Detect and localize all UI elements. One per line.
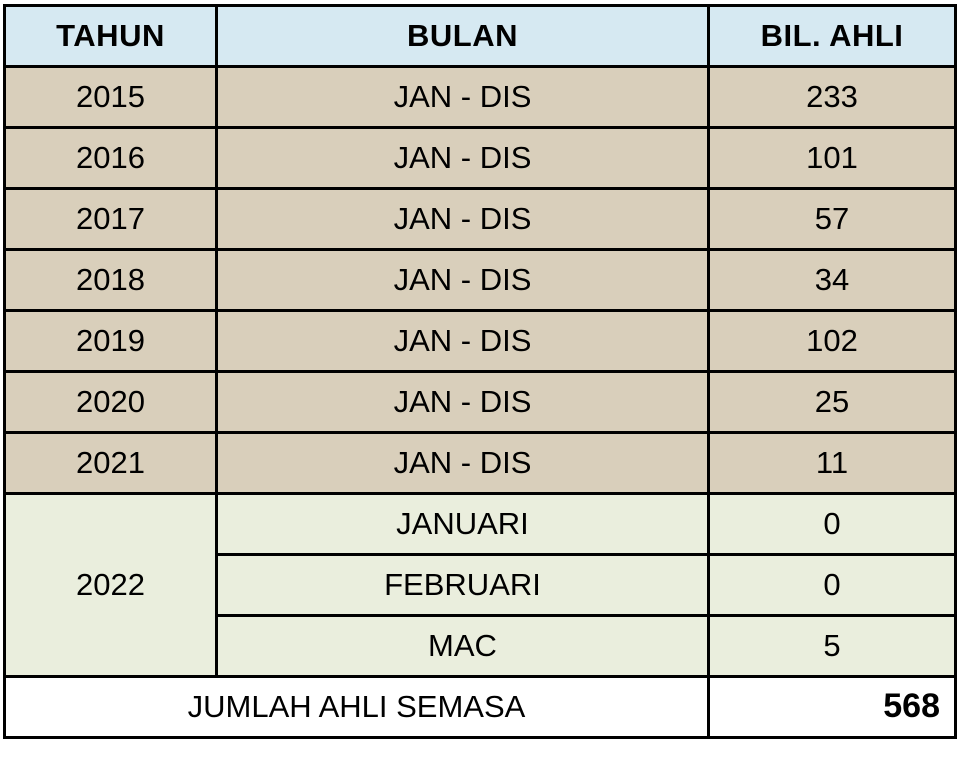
cell-bulan: JAN - DIS bbox=[217, 67, 709, 128]
cell-bil-ahli: 25 bbox=[709, 372, 956, 433]
cell-bil-ahli: 11 bbox=[709, 433, 956, 494]
cell-bil-ahli: 57 bbox=[709, 189, 956, 250]
total-value: 568 bbox=[709, 677, 956, 738]
table-row bbox=[5, 67, 956, 128]
cell-bil-ahli: 233 bbox=[709, 67, 956, 128]
column-header-bulan: BULAN bbox=[217, 6, 709, 67]
cell-bil-ahli: 101 bbox=[709, 128, 956, 189]
table-footer bbox=[5, 677, 956, 738]
cell-bulan: JAN - DIS bbox=[217, 250, 709, 311]
cell-bil-ahli: 0 bbox=[709, 494, 956, 555]
table-row bbox=[5, 494, 956, 555]
cell-tahun-2022: 2022 bbox=[5, 494, 217, 677]
total-row bbox=[5, 677, 956, 738]
cell-bulan: JAN - DIS bbox=[217, 433, 709, 494]
spreadsheet-sheet bbox=[0, 4, 961, 774]
cell-tahun: 2018 bbox=[5, 250, 217, 311]
cell-bulan: JAN - DIS bbox=[217, 372, 709, 433]
cell-bulan: JANUARI bbox=[217, 494, 709, 555]
column-header-tahun: TAHUN bbox=[5, 6, 217, 67]
table-row bbox=[5, 250, 956, 311]
table-row bbox=[5, 433, 956, 494]
bottom-spacer bbox=[0, 764, 961, 774]
cell-bulan: MAC bbox=[217, 616, 709, 677]
table-row bbox=[5, 311, 956, 372]
cell-bil-ahli: 34 bbox=[709, 250, 956, 311]
cell-tahun: 2016 bbox=[5, 128, 217, 189]
table-header-row bbox=[5, 6, 956, 67]
cell-tahun: 2017 bbox=[5, 189, 217, 250]
membership-table bbox=[3, 4, 957, 739]
total-label: JUMLAH AHLI SEMASA bbox=[5, 677, 709, 738]
cell-bil-ahli: 102 bbox=[709, 311, 956, 372]
table-row bbox=[5, 189, 956, 250]
cell-tahun: 2020 bbox=[5, 372, 217, 433]
cell-bulan: JAN - DIS bbox=[217, 189, 709, 250]
cell-bulan: JAN - DIS bbox=[217, 128, 709, 189]
table-row bbox=[5, 128, 956, 189]
cell-bil-ahli: 5 bbox=[709, 616, 956, 677]
table-header bbox=[5, 6, 956, 67]
cell-tahun: 2021 bbox=[5, 433, 217, 494]
cell-bulan: FEBRUARI bbox=[217, 555, 709, 616]
table-body bbox=[5, 67, 956, 677]
cell-tahun: 2019 bbox=[5, 311, 217, 372]
column-header-bil-ahli: BIL. AHLI bbox=[709, 6, 956, 67]
cell-tahun: 2015 bbox=[5, 67, 217, 128]
cell-bulan: JAN - DIS bbox=[217, 311, 709, 372]
cell-bil-ahli: 0 bbox=[709, 555, 956, 616]
table-row bbox=[5, 372, 956, 433]
